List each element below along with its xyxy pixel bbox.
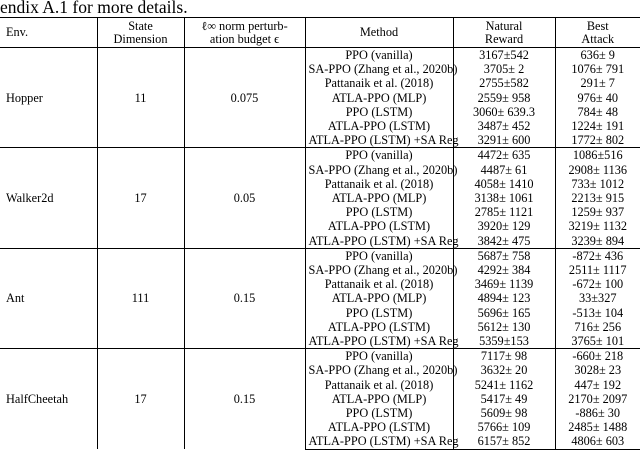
natural-reward-cell: 5687± 758	[453, 248, 555, 263]
best-attack-cell: 2908± 1136	[568, 162, 628, 177]
method-cell: PPO (vanilla)	[305, 349, 453, 364]
method-cell: SA-PPO (Zhang et al., 2020b)	[305, 263, 453, 277]
natural-reward-cell: 3469± 1139	[453, 277, 555, 291]
natural-reward-cell: 4472± 635	[453, 148, 555, 163]
method-cell: SA-PPO (Zhang et al., 2020b)	[305, 163, 453, 177]
best-attack-cell: 2485± 1488	[568, 420, 628, 435]
best-attack-cell: 291± 7	[580, 76, 615, 91]
natural-reward-cell: 4058± 1410	[453, 177, 555, 191]
natural-reward-cell: 3060± 639.3	[453, 105, 555, 119]
method-cell: ATLA-PPO (LSTM)	[305, 420, 453, 434]
natural-reward-cell: 3842± 475	[453, 234, 555, 249]
natural-reward-cell: 3291± 600	[453, 133, 555, 148]
header-state-dimension	[97, 18, 184, 48]
best-attack-cell: 636± 9	[555, 48, 640, 63]
natural-reward-cell: 4292± 384	[453, 263, 555, 277]
method-cell: ATLA-PPO (LSTM) +SA Reg	[305, 133, 453, 148]
best-attack-cell: -672± 100	[572, 277, 624, 292]
header-natural-reward	[453, 18, 555, 48]
natural-reward-cell: 3167±542	[453, 48, 555, 63]
best-attack-cell: 1086±516	[555, 148, 640, 163]
method-cell: PPO (LSTM)	[305, 205, 453, 219]
best-attack-cell: 3028± 23	[574, 363, 622, 378]
method-cell: ATLA-PPO (LSTM)	[305, 320, 453, 334]
table-row	[0, 248, 640, 263]
best-attack-cell: 716± 256	[574, 319, 622, 334]
best-attack-cell: -886± 30	[575, 406, 621, 421]
env-cell: Hopper	[0, 48, 97, 148]
natural-reward-cell: 5609± 98	[453, 406, 555, 420]
natural-reward-cell: 3705± 2	[453, 62, 555, 76]
best-attack-cell: 3765± 101	[571, 334, 625, 349]
header-natural-line1: Natural	[485, 18, 523, 33]
method-cell: SA-PPO (Zhang et al., 2020b)	[305, 363, 453, 377]
natural-reward-cell: 4487± 61	[453, 163, 555, 177]
header-state-dim-line2: Dimension	[113, 31, 168, 46]
best-attack-cell: -872± 436	[555, 248, 640, 263]
natural-reward-cell: 3487± 452	[453, 119, 555, 133]
state-dimension-cell: 11	[97, 48, 184, 148]
natural-reward-cell: 6157± 852	[453, 434, 555, 449]
method-cell: PPO (LSTM)	[305, 306, 453, 320]
best-attack-cell: 2511± 1117	[568, 263, 627, 278]
state-dimension-cell: 111	[97, 248, 184, 348]
best-attack-cell: 1259± 937	[571, 205, 625, 220]
header-budget	[184, 18, 305, 48]
method-cell: ATLA-PPO (LSTM) +SA Reg	[305, 434, 453, 449]
method-cell: ATLA-PPO (MLP)	[305, 191, 453, 205]
header-budget-line1: ℓ∞ norm perturb-	[201, 18, 288, 33]
best-attack-cell: -660± 218	[555, 349, 640, 364]
budget-cell: 0.15	[184, 248, 305, 348]
method-cell: ATLA-PPO (LSTM)	[305, 119, 453, 133]
natural-reward-cell: 5417± 49	[453, 392, 555, 406]
method-cell: ATLA-PPO (MLP)	[305, 91, 453, 105]
env-cell: HalfCheetah	[0, 349, 97, 449]
natural-reward-cell: 3632± 20	[453, 363, 555, 377]
header-attack-line1: Best	[586, 18, 609, 33]
natural-reward-cell: 5696± 165	[453, 306, 555, 320]
header-natural-line2: Reward	[484, 31, 524, 46]
header-budget-line2: ation budget ϵ	[209, 31, 280, 46]
header-state-dim-line1: State	[128, 18, 153, 33]
best-attack-cell: 4806± 603	[555, 434, 640, 449]
method-cell: PPO (LSTM)	[305, 105, 453, 119]
method-cell: PPO (LSTM)	[305, 406, 453, 420]
header-method	[305, 18, 453, 48]
header-env	[0, 18, 97, 48]
table-body	[0, 48, 640, 450]
method-cell: ATLA-PPO (LSTM) +SA Reg	[305, 234, 453, 249]
budget-cell: 0.05	[184, 148, 305, 248]
best-attack-cell: 784± 48	[577, 104, 619, 119]
best-attack-cell: 2213± 915	[571, 191, 625, 206]
header-method-label: Method	[359, 25, 399, 39]
method-cell: ATLA-PPO (MLP)	[305, 392, 453, 406]
table-row	[0, 148, 640, 163]
best-attack-cell: 447± 192	[574, 377, 622, 392]
best-attack-cell: 733± 1012	[571, 176, 625, 191]
natural-reward-cell: 2785± 1121	[453, 205, 555, 219]
method-cell: Pattanaik et al. (2018)	[305, 177, 453, 191]
natural-reward-cell: 2559± 958	[453, 91, 555, 105]
method-cell: ATLA-PPO (LSTM) +SA Reg	[305, 334, 453, 349]
best-attack-cell: 976± 40	[577, 90, 619, 105]
best-attack-cell: 1076± 791	[571, 62, 625, 77]
natural-reward-cell: 5241± 1162	[453, 378, 555, 392]
method-cell: PPO (vanilla)	[305, 48, 453, 63]
best-attack-cell: 3239± 894	[571, 233, 625, 248]
natural-reward-cell: 3138± 1061	[453, 191, 555, 205]
method-cell: Pattanaik et al. (2018)	[305, 378, 453, 392]
best-attack-cell: 1772± 802	[571, 133, 625, 148]
env-cell: Ant	[0, 248, 97, 348]
results-table	[0, 17, 640, 450]
natural-reward-cell: 5766± 109	[453, 420, 555, 434]
budget-cell: 0.15	[184, 349, 305, 449]
best-attack-cell: 1224± 191	[571, 119, 625, 134]
natural-reward-cell: 5612± 130	[453, 320, 555, 334]
state-dimension-cell: 17	[97, 148, 184, 248]
natural-reward-cell: 3920± 129	[453, 219, 555, 233]
table-row	[0, 48, 640, 63]
natural-reward-cell: 5359±153	[453, 334, 555, 349]
natural-reward-cell: 7117± 98	[453, 349, 555, 364]
best-attack-cell: 2170± 2097	[568, 391, 628, 406]
method-cell: Pattanaik et al. (2018)	[305, 277, 453, 291]
state-dimension-cell: 17	[97, 349, 184, 449]
best-attack-cell: 3219± 1132	[568, 219, 628, 234]
natural-reward-cell: 2755±582	[453, 76, 555, 90]
best-attack-cell: 33±327	[579, 291, 617, 306]
method-cell: ATLA-PPO (MLP)	[305, 291, 453, 305]
best-attack-cell: -513± 104	[572, 305, 624, 320]
header-env-label: Env.	[6, 25, 29, 39]
env-cell: Walker2d	[0, 148, 97, 248]
method-cell: Pattanaik et al. (2018)	[305, 76, 453, 90]
caption-text: endix A.1 for more details.	[0, 0, 188, 17]
header-best-attack	[555, 18, 640, 48]
table-row	[0, 349, 640, 364]
header-row	[0, 18, 640, 48]
method-cell: PPO (vanilla)	[305, 148, 453, 163]
method-cell: PPO (vanilla)	[305, 248, 453, 263]
method-cell: SA-PPO (Zhang et al., 2020b)	[305, 62, 453, 76]
table-header	[0, 18, 640, 48]
header-attack-line2: Attack	[581, 31, 615, 46]
budget-cell: 0.075	[184, 48, 305, 148]
method-cell: ATLA-PPO (LSTM)	[305, 219, 453, 233]
natural-reward-cell: 4894± 123	[453, 291, 555, 305]
